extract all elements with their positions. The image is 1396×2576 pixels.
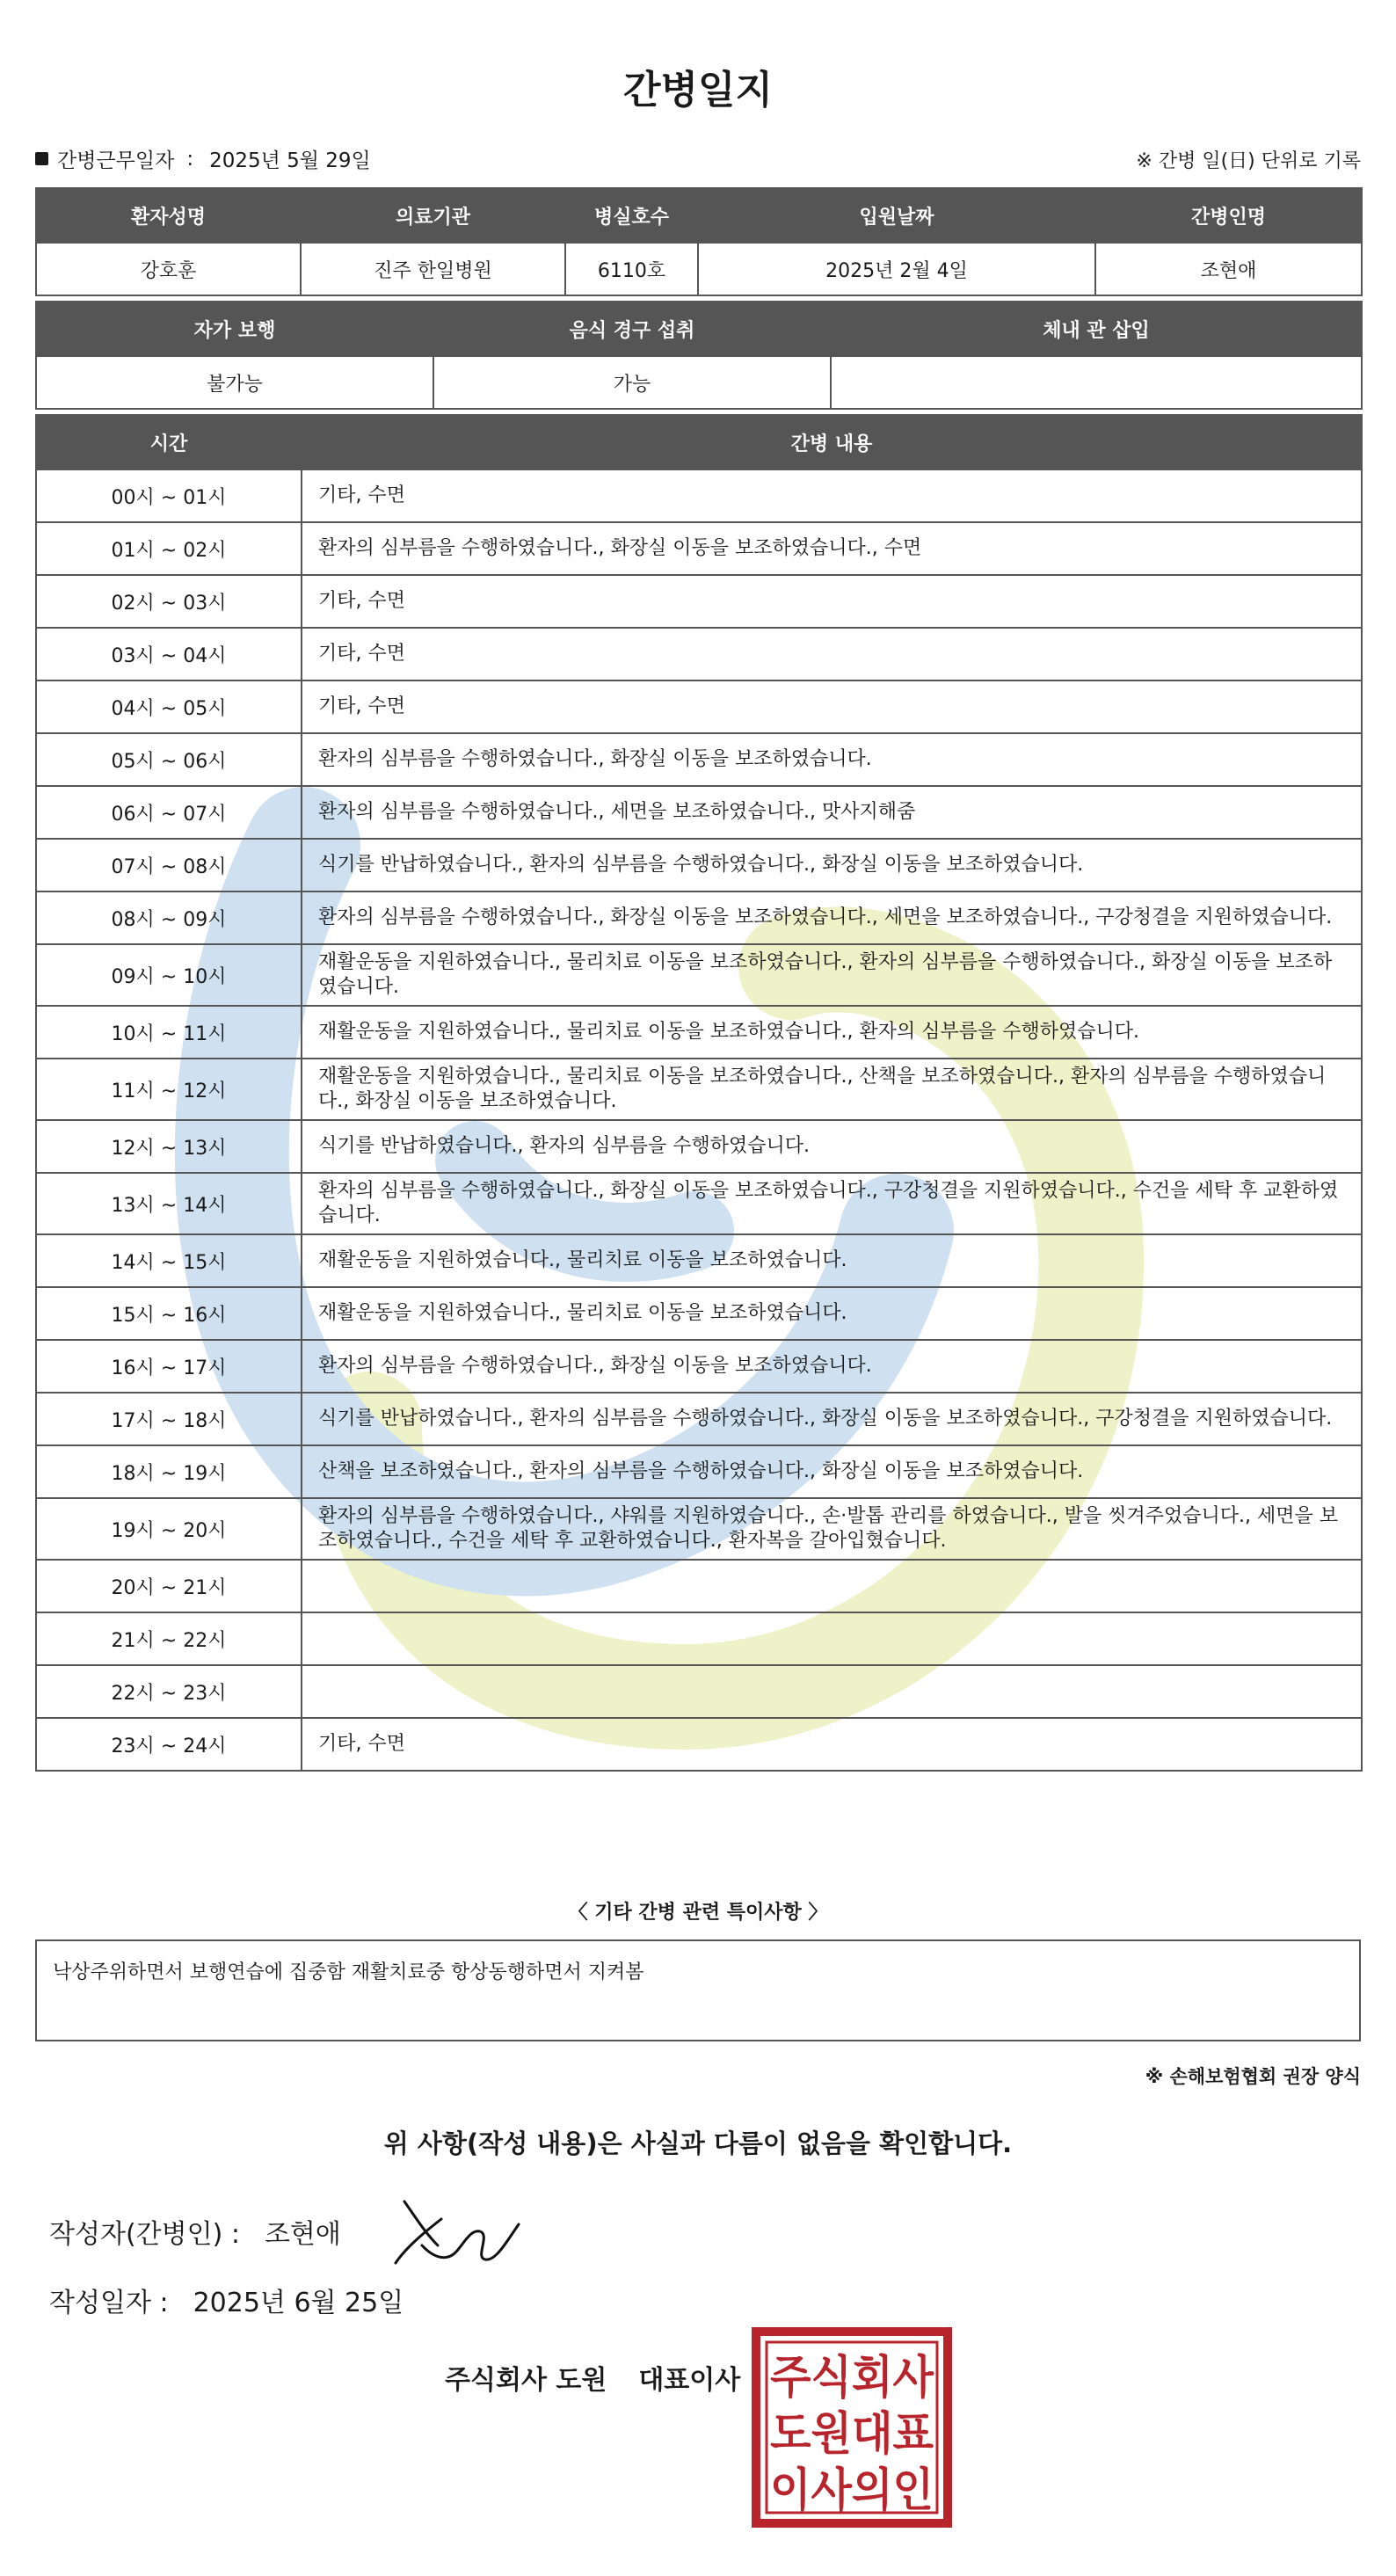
log-content: 환자의 심부름을 수행하였습니다., 화장실 이동을 보조하였습니다., 수면	[302, 522, 1362, 575]
log-content	[302, 1560, 1362, 1612]
hospital-name: 진주 한일병원	[301, 243, 565, 295]
header-care-content: 간병 내용	[302, 415, 1362, 469]
room-number: 6110호	[565, 243, 698, 295]
log-row	[36, 628, 1362, 680]
log-time: 03시 ~ 04시	[36, 628, 302, 680]
page-title: 간병일지	[622, 68, 773, 113]
log-row	[36, 1287, 1362, 1340]
patient-info-table	[35, 187, 1363, 296]
log-row	[36, 839, 1362, 891]
company-seal-stamp	[751, 2326, 953, 2529]
log-time: 17시 ~ 18시	[36, 1393, 302, 1445]
log-row	[36, 891, 1362, 944]
written-date-value: 2025년 6월 25일	[193, 2288, 404, 2318]
header-hospital: 의료기관	[301, 188, 565, 243]
log-content: 재활운동을 지원하였습니다., 물리치료 이동을 보조하였습니다., 환자의 심부름을 수행하였습니다., 화장실 이동을 보조하였습니다.	[302, 944, 1362, 1006]
log-row	[36, 469, 1362, 522]
tube-insertion-value	[831, 356, 1362, 409]
written-date-row	[49, 2281, 404, 2319]
log-content: 기타, 수면	[302, 680, 1362, 733]
log-row	[36, 680, 1362, 733]
handwritten-signature	[387, 2193, 527, 2272]
log-content: 환자의 심부름을 수행하였습니다., 화장실 이동을 보조하였습니다.	[302, 1340, 1362, 1393]
log-row	[36, 522, 1362, 575]
company-name: 주식회사 도원	[445, 2365, 607, 2396]
log-row	[36, 1234, 1362, 1287]
log-content: 식기를 반납하였습니다., 환자의 심부름을 수행하였습니다., 화장실 이동을 보조하였습니다.	[302, 839, 1362, 891]
log-time: 14시 ~ 15시	[36, 1234, 302, 1287]
log-time: 16시 ~ 17시	[36, 1340, 302, 1393]
log-time: 22시 ~ 23시	[36, 1665, 302, 1718]
svg-text:이사의인: 이사의인	[770, 2464, 934, 2517]
log-content: 식기를 반납하였습니다., 환자의 심부름을 수행하였습니다., 화장실 이동을 보조하였습니다., 구강청결을 지원하였습니다.	[302, 1393, 1362, 1445]
log-time: 01시 ~ 02시	[36, 522, 302, 575]
square-bullet-icon	[35, 152, 48, 165]
log-time: 15시 ~ 16시	[36, 1287, 302, 1340]
patient-info-header-row	[36, 188, 1362, 243]
svg-text:도원대표: 도원대표	[770, 2408, 934, 2461]
log-row	[36, 1612, 1362, 1665]
log-content: 기타, 수면	[302, 1718, 1362, 1771]
header-oral-intake: 음식 경구 섭취	[433, 302, 831, 356]
log-time: 05시 ~ 06시	[36, 733, 302, 786]
work-date-row	[35, 144, 371, 173]
log-time: 18시 ~ 19시	[36, 1445, 302, 1498]
log-content: 재활운동을 지원하였습니다., 물리치료 이동을 보조하였습니다.	[302, 1287, 1362, 1340]
log-content	[302, 1665, 1362, 1718]
log-content: 기타, 수면	[302, 628, 1362, 680]
header-self-walking: 자가 보행	[36, 302, 433, 356]
header-time: 시간	[36, 415, 302, 469]
hourly-care-log-table	[35, 414, 1363, 1772]
header-caregiver-name: 간병인명	[1095, 188, 1362, 243]
log-row	[36, 1340, 1362, 1393]
work-date-colon: :	[186, 147, 194, 171]
patient-info-value-row	[36, 243, 1362, 295]
log-row	[36, 1173, 1362, 1234]
log-time: 00시 ~ 01시	[36, 469, 302, 522]
writer-label: 작성자(간병인) :	[49, 2219, 240, 2250]
log-row	[36, 1393, 1362, 1445]
log-header-row	[36, 415, 1362, 469]
log-content: 산책을 보조하였습니다., 환자의 심부름을 수행하였습니다., 화장실 이동을 보조하였습니다.	[302, 1445, 1362, 1498]
writer-row	[49, 2212, 341, 2251]
writer-name: 조현애	[264, 2219, 341, 2250]
patient-status-header-row	[36, 302, 1362, 356]
svg-text:주식회사: 주식회사	[770, 2352, 934, 2405]
company-signature-line	[445, 2358, 740, 2397]
log-row	[36, 786, 1362, 839]
log-content: 재활운동을 지원하였습니다., 물리치료 이동을 보조하였습니다.	[302, 1234, 1362, 1287]
notes-title: 〈 기타 간병 관련 특이사항 〉	[568, 1902, 828, 1924]
log-body	[36, 469, 1362, 1771]
log-row	[36, 1059, 1362, 1120]
log-time: 04시 ~ 05시	[36, 680, 302, 733]
log-content: 환자의 심부름을 수행하였습니다., 화장실 이동을 보조하였습니다., 구강청결을 지원하였습니다., 수건을 세탁 후 교환하였습니다.	[302, 1173, 1362, 1234]
log-time: 12시 ~ 13시	[36, 1120, 302, 1173]
oral-intake-value: 가능	[433, 356, 831, 409]
self-walking-value: 불가능	[36, 356, 433, 409]
log-content: 식기를 반납하였습니다., 환자의 심부름을 수행하였습니다.	[302, 1120, 1362, 1173]
log-content: 기타, 수면	[302, 575, 1362, 628]
header-tube-insertion: 체내 관 삽입	[831, 302, 1362, 356]
log-row	[36, 1665, 1362, 1718]
log-time: 06시 ~ 07시	[36, 786, 302, 839]
log-row	[36, 1006, 1362, 1059]
log-time: 21시 ~ 22시	[36, 1612, 302, 1665]
written-date-label: 작성일자 :	[49, 2288, 169, 2318]
log-time: 10시 ~ 11시	[36, 1006, 302, 1059]
log-content	[302, 1612, 1362, 1665]
log-time: 09시 ~ 10시	[36, 944, 302, 1006]
header-patient-name: 환자성명	[36, 188, 301, 243]
log-row	[36, 575, 1362, 628]
log-time: 23시 ~ 24시	[36, 1718, 302, 1771]
log-content: 환자의 심부름을 수행하였습니다., 샤워를 지원하였습니다., 손·발톱 관리를 하였습니다., 발을 씻겨주었습니다., 세면을 보조하였습니다., 수건을 세탁 후 교환하였습니다., 환자복을 갈아입혔습니다.	[302, 1498, 1362, 1560]
log-content: 환자의 심부름을 수행하였습니다., 세면을 보조하였습니다., 맛사지해줌	[302, 786, 1362, 839]
log-row	[36, 1560, 1362, 1612]
log-row	[36, 1498, 1362, 1560]
header-room: 병실호수	[565, 188, 698, 243]
log-row	[36, 1120, 1362, 1173]
work-date-label: 간병근무일자	[57, 149, 175, 172]
admission-date: 2025년 2월 4일	[698, 243, 1095, 295]
log-row	[36, 944, 1362, 1006]
header-admission-date: 입원날짜	[698, 188, 1095, 243]
daily-record-note: ※ 간병 일(日) 단위로 기록	[1136, 150, 1361, 172]
patient-status-table	[35, 301, 1363, 410]
work-date-value: 2025년 5월 29일	[209, 149, 371, 172]
log-content: 환자의 심부름을 수행하였습니다., 화장실 이동을 보조하였습니다., 세면을 보조하였습니다., 구강청결을 지원하였습니다.	[302, 891, 1362, 944]
recommended-form-note: ※ 손해보험협회 권장 양식	[1145, 2066, 1361, 2087]
log-content: 재활운동을 지원하였습니다., 물리치료 이동을 보조하였습니다., 환자의 심부름을 수행하였습니다.	[302, 1006, 1362, 1059]
log-time: 20시 ~ 21시	[36, 1560, 302, 1612]
log-time: 13시 ~ 14시	[36, 1173, 302, 1234]
log-content: 환자의 심부름을 수행하였습니다., 화장실 이동을 보조하였습니다.	[302, 733, 1362, 786]
log-row	[36, 1445, 1362, 1498]
notes-box	[35, 1939, 1361, 2041]
log-content: 재활운동을 지원하였습니다., 물리치료 이동을 보조하였습니다., 산책을 보조하였습니다., 환자의 심부름을 수행하였습니다., 화장실 이동을 보조하였습니다.	[302, 1059, 1362, 1120]
log-time: 11시 ~ 12시	[36, 1059, 302, 1120]
patient-status-value-row	[36, 356, 1362, 409]
log-content: 기타, 수면	[302, 469, 1362, 522]
log-time: 07시 ~ 08시	[36, 839, 302, 891]
patient-name: 강호훈	[36, 243, 301, 295]
log-time: 02시 ~ 03시	[36, 575, 302, 628]
ceo-title: 대표이사	[638, 2365, 741, 2396]
log-row	[36, 733, 1362, 786]
log-time: 08시 ~ 09시	[36, 891, 302, 944]
caregiver-name: 조현애	[1095, 243, 1362, 295]
log-row	[36, 1718, 1362, 1771]
log-time: 19시 ~ 20시	[36, 1498, 302, 1560]
notes-text: 낙상주위하면서 보행연습에 집중함 재활치료중 항상동행하면서 지켜봄	[53, 1961, 644, 1983]
confirmation-statement: 위 사항(작성 내용)은 사실과 다름이 없음을 확인합니다.	[383, 2128, 1013, 2158]
